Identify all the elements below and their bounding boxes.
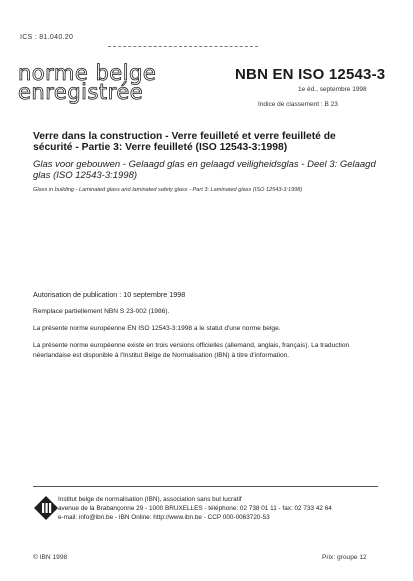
title-english: Glass in building - Laminated glass and laminated safety glass - Part 3: Laminated glass (ISO 12543-3:1998): [33, 187, 303, 193]
ics-code: ICS : 81.040.20: [20, 34, 74, 41]
standard-code: NBN EN ISO 12543-3: [235, 66, 386, 83]
title-french: Verre dans la construction - Verre feuilleté et verre feuilleté de sécurité - Partie 3: Verre feuilleté (ISO 12543-3:1998): [33, 131, 336, 153]
header-divider: [108, 46, 258, 47]
replaces-note: Remplace partiellement NBN S 23-002 (1986).: [33, 308, 170, 315]
brand-line-1: norme belge: [18, 61, 157, 85]
copyright: © IBN 1998: [33, 554, 68, 561]
institute-contact: e-mail: info@ibn.be - IBN Online: http://www.ibn.be - CCP 000-0063720-53: [58, 514, 270, 521]
ibn-logo-icon: [33, 495, 59, 521]
price-group: Prix: groupe 12: [322, 554, 367, 561]
authorization-date: Autorisation de publication : 10 septembre 1998: [33, 290, 186, 299]
classification-index: Indice de classement : B 23: [258, 101, 338, 108]
status-note: La présente norme européenne EN ISO 12543-3:1998 a le statut d'une norme belge.: [33, 325, 281, 332]
brand-line-2: enregistrée: [18, 80, 144, 104]
versions-note: La présente norme européenne existe en trois versions officielles (allemand, anglais, français). La traduction néerlandaise est disponible à l'Institut Belge de Normalisation (IBN) à titre d'information.: [33, 342, 350, 359]
institute-address: avenue de la Brabançonne 29 - 1000 BRUXELLES - téléphone: 02 738 01 11 - fax: 02 733 42 64: [58, 505, 332, 512]
title-dutch: Glas voor gebouwen - Gelaagd glas en gelaagd veiligheidsglas - Deel 3: Gelaagd glas (ISO 12543-3:1998): [33, 159, 376, 181]
institute-name: Institut belge de normalisation (IBN), association sans but lucratif: [58, 496, 242, 503]
brand-wordmark: [18, 61, 157, 104]
footer-divider: [33, 486, 378, 487]
edition-date: 1e éd., septembre 1998: [298, 86, 367, 93]
